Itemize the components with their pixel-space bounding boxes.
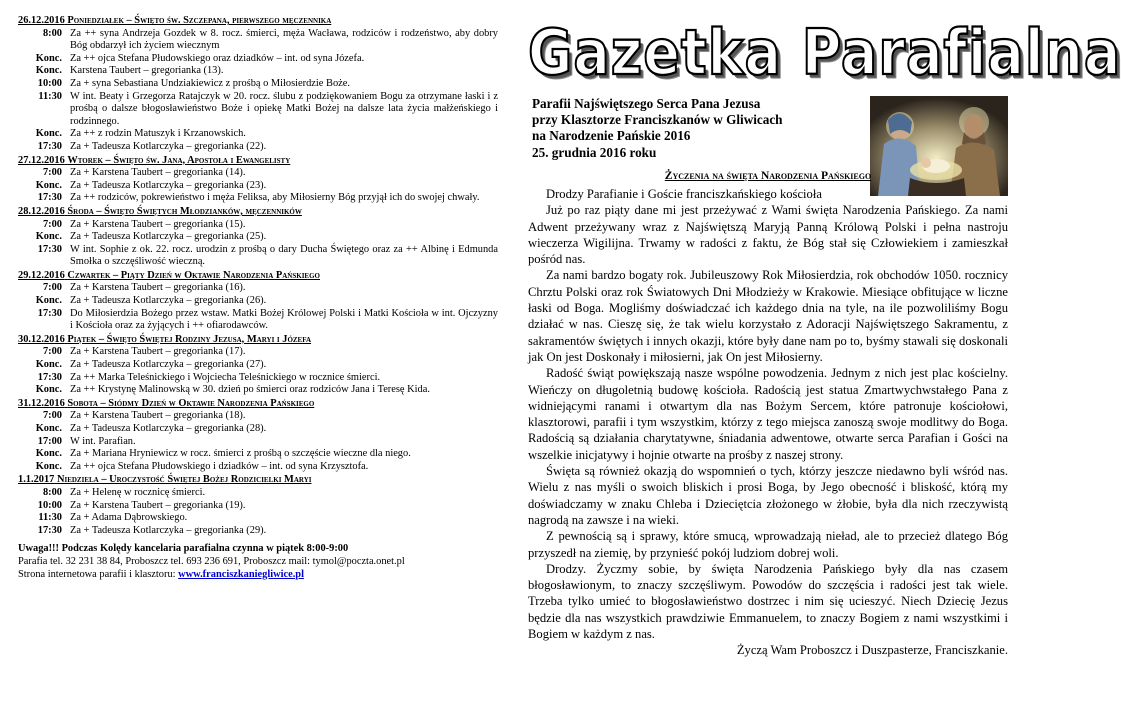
greeting-paragraph: Drodzy. Życzmy sobie, by święta Narodzenia Pańskiego były dla nas czasem błogosławionym, to znaczy szczęśliwym. Powodów do szczęścia i radości jest tak wiele. Trzeba tylko umieć to błogosławieństwo dostrzec i nim się ucieszyć. Niech Dziecię Jezus będzie dla nas wszystkich prawdziwie Emmanuelem, to znaczy Bogiem z nami wszystkimi i Bogiem w każdym z nas. <box>528 561 1008 642</box>
office-hours-warning: Uwaga!!! Podczas Kolędy kancelaria parafialna czynna w piątek 8:00-9:00 <box>18 543 349 555</box>
mass-time: 7:00 <box>42 346 62 358</box>
mass-time: 17:30 <box>37 140 62 152</box>
mass-entry <box>18 384 498 397</box>
greeting-paragraph: Za nami bardzo bogaty rok. Jubileuszowy Rok Miłosierdzia, rok obchodów 1050. rocznicy Chrztu Polski oraz rok Światowych Dni Młodzieży w Krakowie. Miesiące obfitujące w liczne łaski od Boga. Mogliśmy doświadczać ich każdego dnia na tyle, na ile pozwoliliśmy Bogu działać w nas. Cieszę się, że tak wielu korzystało z Adoracji Najświętszego Sakramentu, z sakramentów świętych i innych okazji, które były dane nam po to, byśmy stawali się doskonali jak On jest Doskonały i miłosierni, jak On jest Miłosierny. <box>528 268 1008 364</box>
mass-intention: Za + Tadeusza Kotlarczyka – gregorianka (28). <box>70 423 267 434</box>
mass-time: 10:00 <box>37 499 62 511</box>
mass-entry <box>18 308 498 333</box>
mass-time: Konc. <box>35 295 62 307</box>
mass-entry <box>18 141 498 154</box>
day-title: Poniedziałek – Święto św. Szczepana, pierwszego męczennika <box>67 15 332 26</box>
greeting-text <box>528 186 1008 659</box>
mass-intention: W int. Beaty i Grzegorza Ratajczyk w 20. rocz. ślubu z podziękowaniem Bogu za otrzymane łaski i z prośbą o dalsze błogosławieństwo Boże i opiekę Matki Bożej na dalsze lata życia małżeńskiego i rodzinnego. <box>70 90 498 127</box>
mass-time: Konc. <box>35 460 62 472</box>
mass-time: 17:30 <box>37 243 62 255</box>
day-date: 1.1.2017 <box>18 474 55 486</box>
mass-entry <box>18 436 498 449</box>
parish-line-1: Parafii Najświętszego Serca Pana Jezusa <box>532 96 761 111</box>
mass-time: 10:00 <box>37 77 62 89</box>
mass-intention: Za + Tadeusza Kotlarczyka – gregorianka (23). <box>70 179 267 191</box>
mass-time: 11:30 <box>38 90 62 102</box>
day-heading <box>18 334 498 347</box>
mass-entry <box>18 282 498 295</box>
day-heading <box>18 206 498 219</box>
greeting-signature: Życzą Wam Proboszcz i Duszpasterze, Franciszkanie. <box>736 643 1008 658</box>
mass-intention: W int. Parafian. <box>70 435 136 447</box>
mass-entry <box>18 167 498 180</box>
mass-entry <box>18 128 498 141</box>
mass-intention: Za ++ syna Andrzeja Gozdek w 8. rocz. śmierci, męża Wacława, rodziców i rodzeństwo, aby dobry Bóg obdarzył ich życiem wiecznym <box>70 27 498 52</box>
mass-intention: Za + Karstena Taubert – gregorianka (16). <box>70 282 246 294</box>
mass-entry <box>18 346 498 359</box>
mass-intention: Za + Helenę w rocznicę śmierci. <box>70 486 206 498</box>
day-date: 27.12.2016 <box>18 154 65 166</box>
day-title: Sobota – Siódmy Dzień w Oktawie Narodzenia Pańskiego <box>67 397 315 409</box>
day-date: 30.12.2016 <box>18 333 65 345</box>
mass-entry <box>18 91 498 129</box>
mass-intention: Za + Karstena Taubert – gregorianka (15). <box>70 218 246 230</box>
office-notice <box>18 543 498 581</box>
mass-intention: Za + Tadeusza Kotlarczyka – gregorianka (25). <box>70 231 267 243</box>
mass-intention: Za + Tadeusza Kotlarczyka – gregorianka (29). <box>70 524 267 536</box>
mass-time: Konc. <box>35 423 62 434</box>
mass-entry <box>18 244 498 269</box>
mass-intention: Za ++ rodziców, pokrewieństwo i męża Feliksa, aby Miłosierny Bóg przyjął ich do swojej chwały. <box>70 192 480 204</box>
issue-date: 25. grudnia 2016 roku <box>532 144 657 160</box>
mass-entry <box>18 231 498 244</box>
mass-intention: Za ++ Krystynę Malinowską w 30. dzień po śmierci oraz rodziców Jana i Teresę Kida. <box>70 384 430 396</box>
day-title: Niedziela – Uroczystość Świętej Bożej Rodzicielki Maryi <box>56 474 312 486</box>
mass-intention: Za + Karstena Taubert – gregorianka (19). <box>70 499 246 511</box>
mass-entry <box>18 512 498 525</box>
greeting-paragraph: Święta są również okazją do wspomnień o tych, którzy jeszcze niedawno byli wśród nas. Wielu z nas myśli o swoich bliskich i prosi Boga, by Jego obecność i bliskość, którą my doświadczamy w znaku Chleba i Dzieciętcia złożonego w żłobie, była dla nich rzeczywistą nagrodą na zawsze i na wieki. <box>528 464 1008 527</box>
mass-intention: Karstena Taubert – gregorianka (13). <box>70 65 224 77</box>
mass-entry <box>18 487 498 500</box>
mass-time: Konc. <box>35 359 62 371</box>
mass-intention: W int. Sophie z ok. 22. rocz. urodzin z prośbą o dary Ducha Świętego oraz za ++ Albinę i Edmunda Smołka o szczęśliwość wieczną. <box>70 243 498 268</box>
mass-entry <box>18 53 498 66</box>
mass-intention: Za + Mariana Hryniewicz w rocz. śmierci z prośbą o szczęście wieczne dla niego. <box>70 448 411 460</box>
mass-time: Konc. <box>35 52 62 64</box>
website-line <box>18 569 498 582</box>
mass-intention: Za + Karstena Taubert – gregorianka (14). <box>70 167 246 179</box>
mass-time: Konc. <box>35 65 62 77</box>
contact-info: Parafia tel. 32 231 38 84, Proboszcz tel. 693 236 691, Proboszcz mail: tymol@poczta.onet.pl <box>18 555 405 567</box>
mass-entry <box>18 192 498 205</box>
greeting-paragraph: Z pewnością są i sprawy, które smucą, wprowadzają nieład, ale to przecież dlatego Bóg przyszedł na ziemię, by przynieść pokój ludziom dobrej woli. <box>528 529 1008 560</box>
mass-entry <box>18 295 498 308</box>
greeting-paragraph: Radość świąt powiększają nasze wspólne powodzenia. Jednym z nich jest plac kościelny. Wieńczy on długoletnią budowę kościoła. Radością jest statua Zmartwychwstałego Pana z widniejącymi ranami i otwartym dla nas Bożym Sercem, które patronuje kościołowi, klasztorowi, parafii i tym wszystkim, którzy z tego miejsca zanoszą swoje modlitwy do Boga. Radością są działania charytatywne, śniadania adwentowe, otwarte serca Parafian i Gości na wszelkie inicjatywy i hojnie otwarte na prośby z naszej strony. <box>528 366 1008 462</box>
mass-schedule <box>18 14 498 581</box>
mass-entry <box>18 500 498 513</box>
mass-intention: Za + Tadeusza Kotlarczyka – gregorianka (26). <box>70 295 267 307</box>
mass-time: 11:30 <box>38 512 62 524</box>
mass-time: 7:00 <box>42 282 62 294</box>
website-link[interactable]: www.franciszkaniegliwice.pl <box>178 568 304 580</box>
day-date: 29.12.2016 <box>18 269 65 281</box>
mass-time: Konc. <box>35 179 62 191</box>
mass-time: Konc. <box>35 231 62 243</box>
mass-time: 7:00 <box>42 410 62 422</box>
mass-entry <box>18 180 498 193</box>
day-title: Piątek – Święto Świętej Rodziny Jezusa, Maryi i Józefa <box>67 333 312 345</box>
mass-intention: Za + syna Sebastiana Undziakiewicz z prośbą o Miłosierdzie Boże. <box>70 77 350 89</box>
day-title: Wtorek – Święto św. Jana, Apostoła i Ewangelisty <box>67 154 291 166</box>
mass-intention: Za ++ ojca Stefana Płudowskiego i dziadków – int. od syna Krzysztofa. <box>70 460 369 472</box>
mass-entry <box>18 423 498 436</box>
mass-time: 17:30 <box>37 307 62 319</box>
mass-intention: Za + Karstena Taubert – gregorianka (17). <box>70 346 246 358</box>
mass-time: Konc. <box>35 448 62 460</box>
mass-entry <box>18 219 498 232</box>
masthead-title: Gazetka Parafialna <box>528 16 1121 89</box>
parish-line-3: na Narodzenie Pańskie 2016 <box>532 128 691 144</box>
mass-intention: Do Miłosierdzia Bożego przez wstaw. Matki Bożej Królowej Polski i Matki Kościoła w int. Ojczyzny i Kościoła oraz za żyjących i ++ ofiarodawców. <box>70 307 498 332</box>
mass-entry <box>18 78 498 91</box>
mass-entry <box>18 525 498 538</box>
mass-entry <box>18 448 498 461</box>
mass-time: Konc. <box>35 384 62 396</box>
mass-intention: Za ++ ojca Stefana Płudowskiego oraz dziadków – int. od syna Józefa. <box>70 52 365 64</box>
mass-time: 17:30 <box>37 524 62 536</box>
day-heading <box>18 474 498 487</box>
parish-header <box>532 96 862 161</box>
website-label: Strona internetowa parafii i klasztoru: <box>18 568 179 580</box>
day-date: 26.12.2016 <box>18 15 65 26</box>
mass-time: 8:00 <box>42 486 62 498</box>
mass-intention: Za ++ z rodzin Matuszyk i Krzanowskich. <box>70 128 246 140</box>
mass-time: 17:30 <box>37 192 62 204</box>
mass-entry <box>18 461 498 474</box>
mass-intention: Za + Karstena Taubert – gregorianka (18). <box>70 410 246 422</box>
mass-time: 17:30 <box>37 371 62 383</box>
mass-entry <box>18 65 498 78</box>
mass-time: 17:00 <box>37 435 62 447</box>
greeting-paragraph: Już po raz piąty dane mi jest przeżywać z Wami święta Narodzenia Pańskiego. Za nami Adwent przeżywany wraz z Najświętszą Maryją Panną Królową Polski i pełna nastroju wieczerza Wigilijna. Trwamy w radości z faktu, że Bóg stał się Człowiekiem i zamieszkał pośród nas. <box>528 203 1008 267</box>
day-heading <box>18 398 498 411</box>
day-date: 28.12.2016 <box>18 205 65 217</box>
day-heading <box>18 15 498 28</box>
day-heading <box>18 155 498 168</box>
mass-entry <box>18 359 498 372</box>
mass-time: 7:00 <box>42 218 62 230</box>
mass-time: Konc. <box>35 128 62 140</box>
mass-entry <box>18 28 498 53</box>
mass-entry <box>18 372 498 385</box>
day-title: Czwartek – Piąty Dzień w Oktawie Narodzenia Pańskiego <box>67 269 320 281</box>
mass-time: 8:00 <box>42 27 62 39</box>
day-title: Środa – Święto Świętych Młodzianków, męczenników <box>67 205 302 217</box>
mass-intention: Za + Adama Dąbrowskiego. <box>70 512 188 524</box>
day-heading <box>18 270 498 283</box>
mass-time: 7:00 <box>42 167 62 179</box>
mass-intention: Za + Tadeusza Kotlarczyka – gregorianka (27). <box>70 359 267 371</box>
parish-line-2: przy Klasztorze Franciszkanów w Gliwicach <box>532 112 783 128</box>
mass-intention: Za ++ Marka Teleśnickiego i Wojciecha Teleśnickiego w rocznice śmierci. <box>70 371 381 383</box>
greeting-salutation: Drodzy Parafianie i Goście franciszkańskiego kościoła <box>546 187 822 201</box>
greeting-title: Życzenia na święta Narodzenia Pańskiego <box>664 170 872 182</box>
day-date: 31.12.2016 <box>18 397 65 409</box>
mass-intention: Za + Tadeusza Kotlarczyka – gregorianka (22). <box>70 140 267 152</box>
mass-entry <box>18 410 498 423</box>
